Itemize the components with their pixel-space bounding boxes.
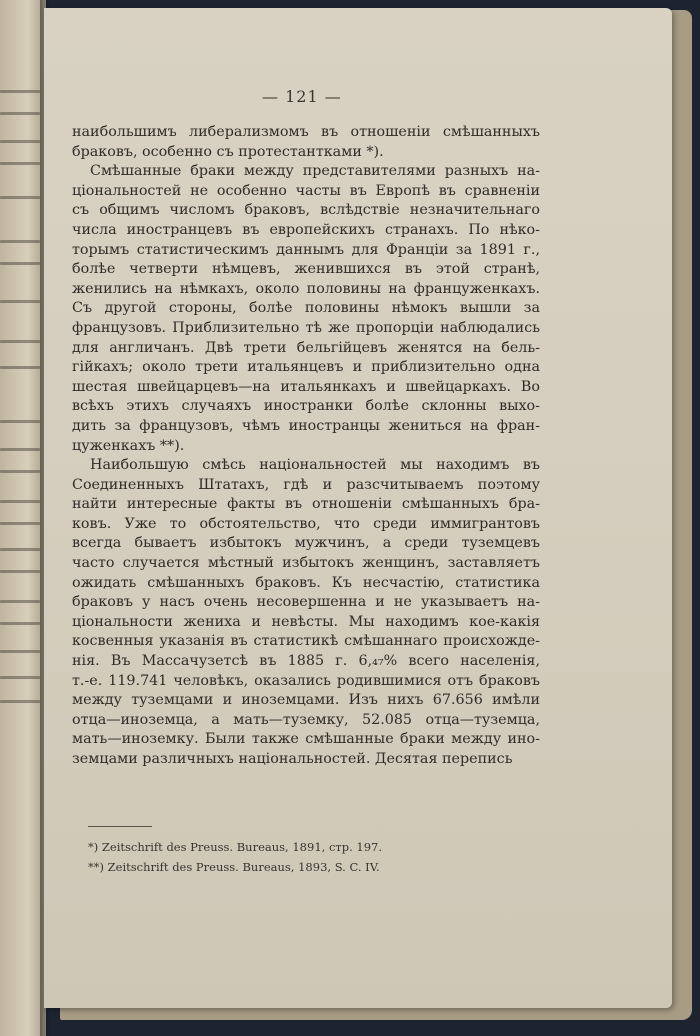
footnote-separator bbox=[88, 826, 152, 827]
footnote-1: *) Zeitschrift des Preuss. Bureaus, 1891, стр. 197. bbox=[88, 840, 383, 854]
text-line: найти интересные факты въ отношеніи смѣшанныхъ бра- bbox=[72, 496, 540, 513]
text-line: ціональности жениха и невѣсты. Мы находимъ кое-какія bbox=[72, 613, 540, 630]
left-page-text-fragment bbox=[0, 650, 40, 653]
left-page-text-fragment bbox=[0, 522, 40, 525]
left-page-text-fragment bbox=[0, 420, 40, 423]
text-line: браковъ, особенно съ протестантками *). bbox=[72, 143, 384, 160]
text-line: между туземцами и иноземцами. Изъ нихъ 67.656 имѣли bbox=[72, 692, 540, 709]
text-line: всѣхъ этихъ случаяхъ иностранки болѣе склонны выхо- bbox=[72, 398, 540, 415]
text-line: шестая швейцарцевъ—на итальянкахъ и швейцаркахъ. Во bbox=[72, 378, 540, 395]
left-page-text-fragment bbox=[0, 196, 40, 199]
text-line: болѣе четверти нѣмцевъ, женившихся въ этой странѣ, bbox=[72, 261, 540, 278]
text-line: гійкахъ; около трети итальянцевъ и приблизительно одна bbox=[72, 359, 540, 376]
left-page-text-fragment bbox=[0, 140, 40, 143]
text-line: торымъ статистическимъ даннымъ для Франціи за 1891 г., bbox=[72, 241, 540, 258]
left-page-text-fragment bbox=[0, 470, 40, 473]
left-page-text-fragment bbox=[0, 162, 40, 165]
text-line: ковъ. Уже то обстоятельство, что среди иммигрантовъ bbox=[72, 515, 540, 532]
text-line: нія. Въ Массачузетсѣ въ 1885 г. 6,₄₇% всего населенія, bbox=[72, 653, 540, 670]
left-page-text-fragment bbox=[0, 570, 40, 573]
text-line: т.-е. 119.741 человѣкъ, оказались родившимися отъ браковъ bbox=[72, 672, 540, 689]
text-line: дить за французовъ, чѣмъ иностранцы жениться на фран- bbox=[72, 417, 540, 434]
text-line: ціональностей не особенно часты въ Европѣ въ сравненіи bbox=[72, 182, 540, 199]
text-line: для англичанъ. Двѣ трети бельгійцевъ женятся на бель- bbox=[72, 339, 540, 356]
text-line: французовъ. Приблизительно тѣ же пропорціи наблюдались bbox=[72, 319, 540, 336]
left-page-text-fragment bbox=[0, 600, 40, 603]
text-line: косвенныя указанія въ статистикѣ смѣшаннаго происхожде- bbox=[72, 633, 540, 650]
text-line: ожидать смѣшанныхъ браковъ. Къ несчастію, статистика bbox=[72, 574, 540, 591]
left-page-text-fragment bbox=[0, 676, 40, 679]
left-page-text-fragment bbox=[0, 366, 40, 369]
footnote-2: **) Zeitschrift des Preuss. Bureaus, 1893, S. C. IV. bbox=[88, 860, 380, 874]
text-line: числа иностранцевъ въ европейскихъ странахъ. По нѣко- bbox=[72, 221, 540, 238]
page-number: — 121 — bbox=[262, 87, 342, 106]
left-page-text-fragment bbox=[0, 500, 40, 503]
left-page-text-fragment bbox=[0, 448, 40, 451]
left-page-text-fragment bbox=[0, 622, 40, 625]
left-page-text-fragment bbox=[0, 112, 40, 115]
text-line: мать—иноземку. Были также смѣшанные браки между ино- bbox=[72, 731, 540, 748]
text-line: Смѣшанные браки между представителями разныхъ на- bbox=[90, 163, 540, 180]
text-line: земцами различныхъ національностей. Десятая перепись bbox=[72, 751, 513, 767]
text-line: отца—иноземца, а мать—туземку, 52.085 отца—туземца, bbox=[72, 711, 540, 728]
text-line: женились на нѣмкахъ, около половины на француженкахъ. bbox=[72, 280, 540, 297]
text-line: съ общимъ числомъ браковъ, вслѣдствіе незначительнаго bbox=[72, 202, 540, 219]
left-page-text-fragment bbox=[0, 90, 40, 93]
left-page-text-fragment bbox=[0, 300, 40, 303]
left-page-text-fragment bbox=[0, 340, 40, 343]
text-line: Соединенныхъ Штатахъ, гдѣ и разсчитываемъ поэтому bbox=[72, 476, 540, 493]
text-line: Съ другой стороны, болѣе половины нѣмокъ вышли за bbox=[72, 300, 540, 317]
body-text bbox=[72, 123, 540, 770]
text-line: всегда бываетъ избытокъ мужчинъ, а среди туземцевъ bbox=[72, 535, 540, 552]
text-line: цуженкахъ **). bbox=[72, 437, 185, 454]
text-line: Наибольшую смѣсь національностей мы находимъ въ bbox=[90, 457, 540, 474]
text-line: часто случается мѣстный избытокъ женщинъ, заставляетъ bbox=[72, 555, 540, 572]
left-page-text-fragment bbox=[0, 548, 40, 551]
text-line: браковъ у насъ очень несовершенна и не указываетъ на- bbox=[72, 594, 540, 611]
left-page-text-fragment bbox=[0, 700, 40, 703]
text-line: наибольшимъ либерализмомъ въ отношеніи смѣшанныхъ bbox=[72, 124, 540, 140]
left-page-text-fragment bbox=[0, 262, 40, 265]
left-page-text-fragment bbox=[0, 240, 40, 243]
footnotes bbox=[88, 837, 508, 877]
